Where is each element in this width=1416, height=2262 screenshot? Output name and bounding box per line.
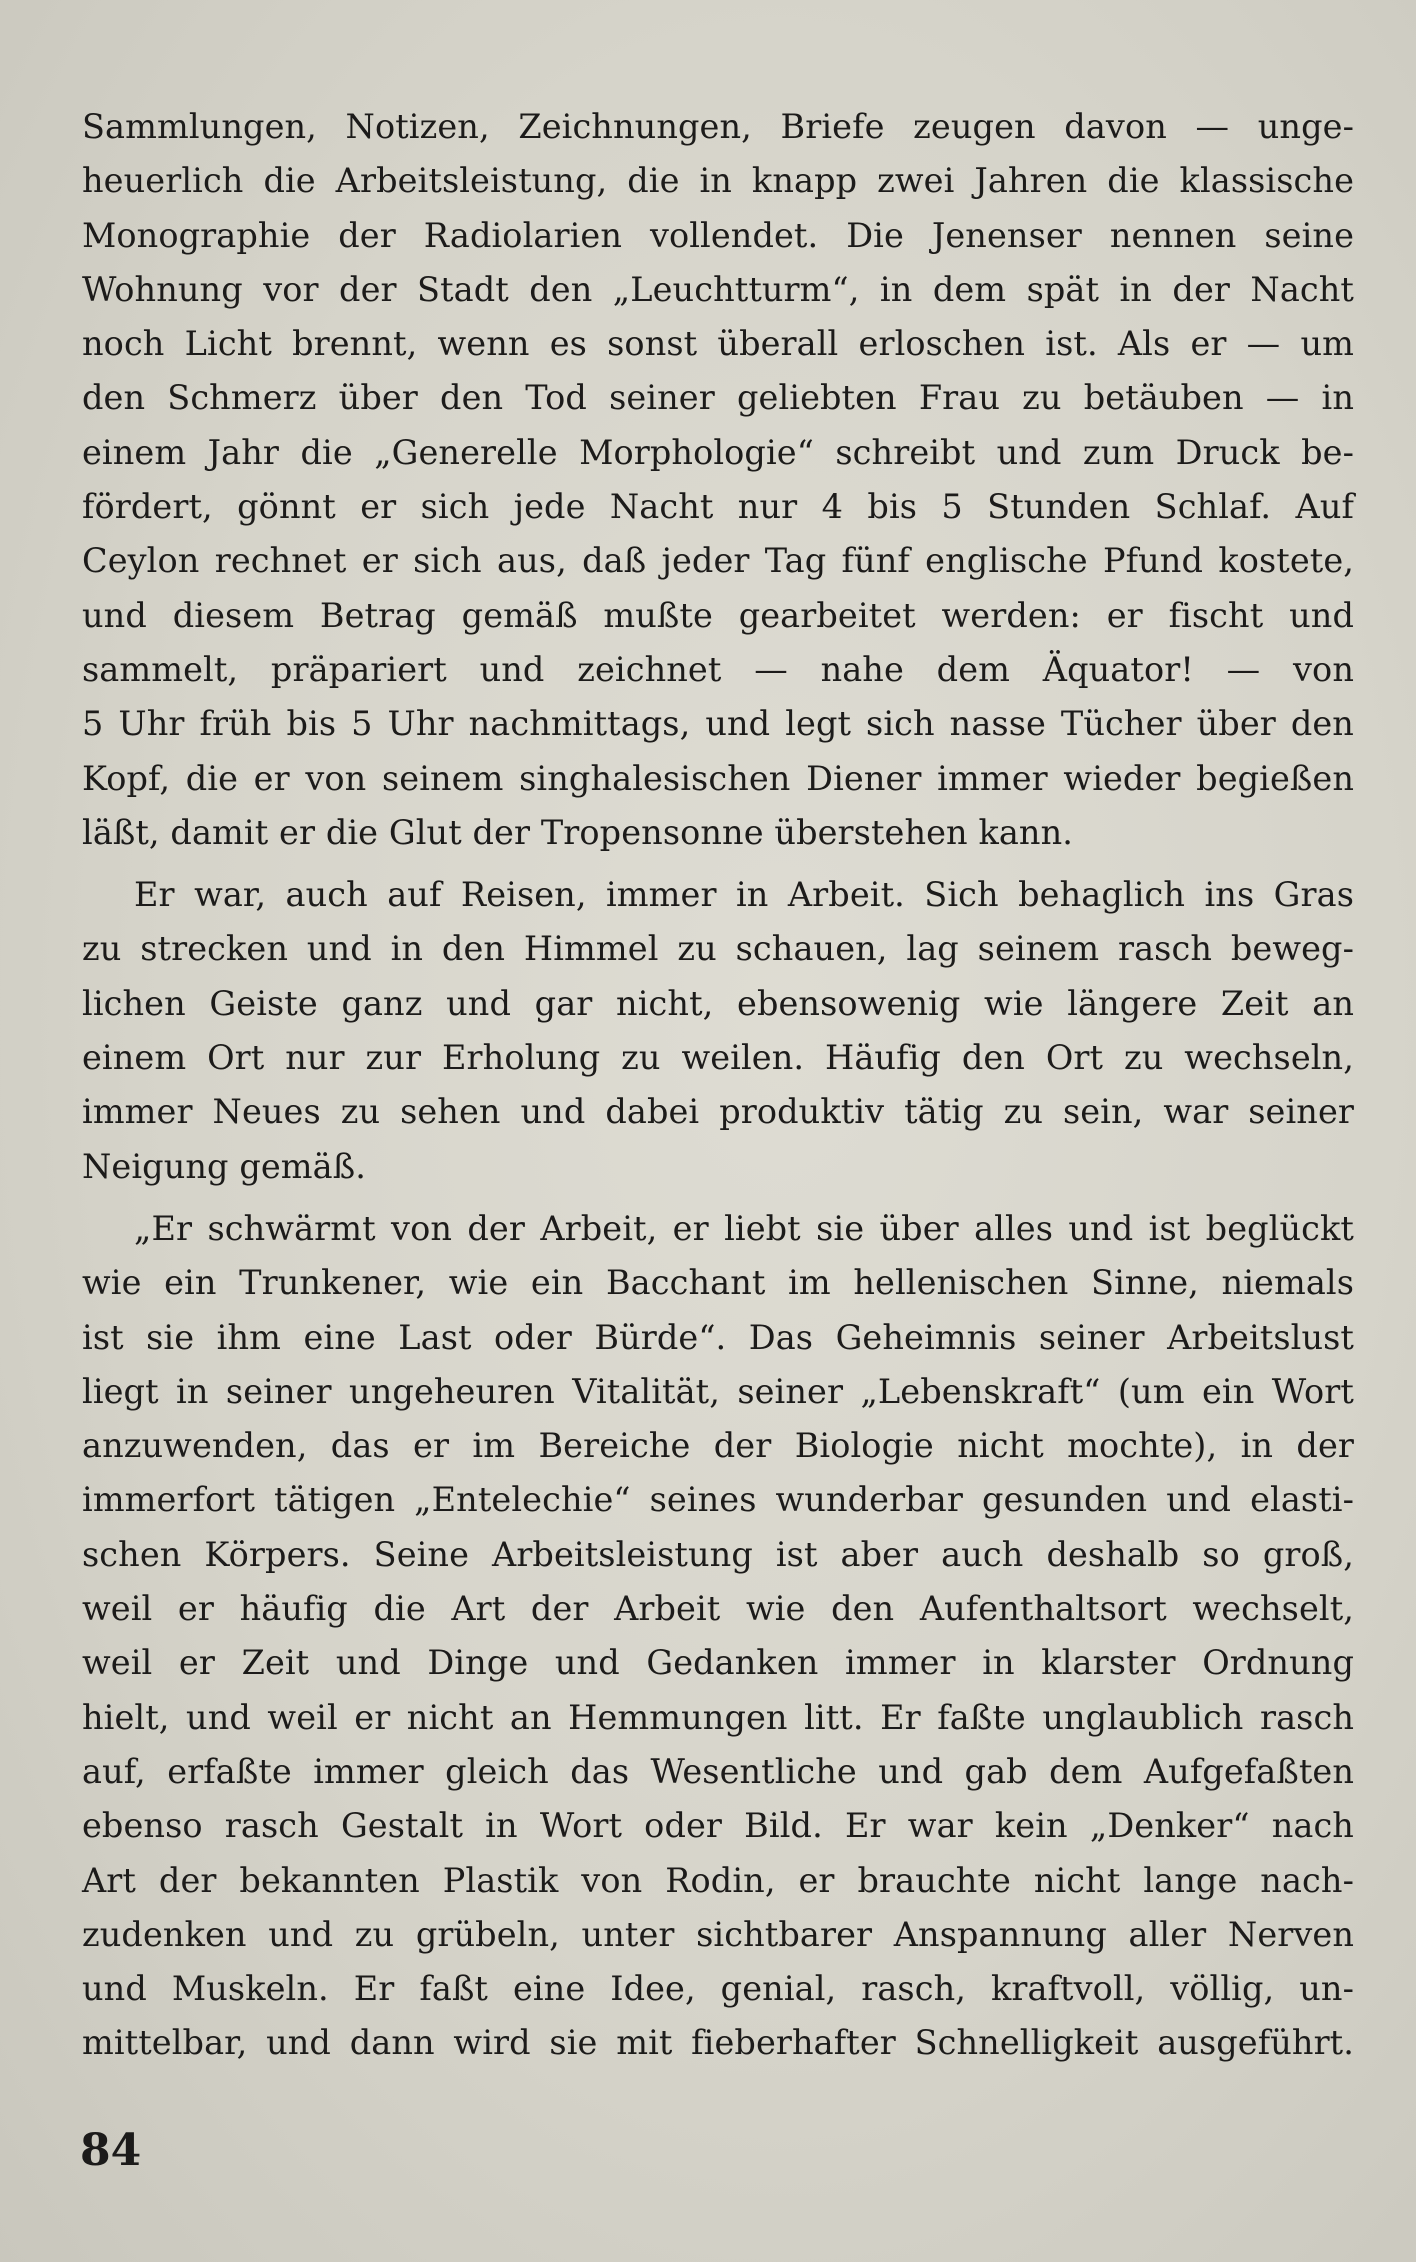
- text-line: Ceylon rechnet er sich aus, daß jeder Tag fünf englische Pfund kostete,: [82, 541, 1354, 581]
- page-number: 84: [80, 2125, 142, 2176]
- text-line: einem Ort nur zur Erholung zu weilen. Häufig den Ort zu wechseln,: [82, 1038, 1354, 1078]
- body-text: [82, 100, 1354, 2079]
- text-line: sammelt, präpariert und zeichnet — nahe dem Äquator! — von: [82, 649, 1354, 689]
- text-line: auf, erfaßte immer gleich das Wesentliche und gab dem Aufgefaßten: [82, 1751, 1354, 1791]
- text-line: Monographie der Radiolarien vollendet. Die Jenenser nennen seine: [82, 215, 1354, 255]
- text-line: weil er Zeit und Dinge und Gedanken immer in klarster Ordnung: [82, 1643, 1354, 1683]
- text-line: fördert, gönnt er sich jede Nacht nur 4 bis 5 Stunden Schlaf. Auf: [82, 487, 1354, 527]
- text-line: 5 Uhr früh bis 5 Uhr nachmittags, und legt sich nasse Tücher über den: [82, 704, 1354, 744]
- text-line: wie ein Trunkener, wie ein Bacchant im hellenischen Sinne, niemals: [82, 1263, 1354, 1303]
- text-line: ist sie ihm eine Last oder Bürde“. Das Geheimnis seiner Arbeitslust: [82, 1317, 1354, 1357]
- text-line: noch Licht brennt, wenn es sonst überall erloschen ist. Als er — um: [82, 324, 1354, 364]
- text-line: weil er häufig die Art der Arbeit wie den Aufenthaltsort wechselt,: [82, 1589, 1354, 1629]
- text-line: hielt, und weil er nicht an Hemmungen litt. Er faßte unglaublich rasch: [82, 1697, 1354, 1737]
- paragraph-2: [82, 868, 1354, 1194]
- text-line: Sammlungen, Notizen, Zeichnungen, Briefe zeugen davon — unge-: [82, 107, 1354, 146]
- text-line: den Schmerz über den Tod seiner geliebten Frau zu betäuben — in: [82, 378, 1354, 418]
- text-line: einem Jahr die „Generelle Morphologie“ schreibt und zum Druck be-: [82, 432, 1354, 472]
- text-line: anzuwenden, das er im Bereiche der Biologie nicht mochte), in der: [82, 1426, 1354, 1466]
- text-line: heuerlich die Arbeitsleistung, die in knapp zwei Jahren die klassische: [82, 161, 1354, 201]
- text-line: läßt, damit er die Glut der Tropensonne überstehen kann.: [82, 812, 1074, 852]
- text-line: und Muskeln. Er faßt eine Idee, genial, rasch, kraftvoll, völlig, un-: [82, 1969, 1354, 2009]
- text-line: Neigung gemäß.: [82, 1146, 366, 1186]
- text-line: liegt in seiner ungeheuren Vitalität, seiner „Lebenskraft“ (um ein Wort: [82, 1371, 1354, 1411]
- text-line: mittelbar, und dann wird sie mit fieberhafter Schnelligkeit ausgeführt.: [82, 2023, 1354, 2063]
- paragraph-3: [82, 1202, 1354, 2071]
- text-line: zudenken und zu grübeln, unter sichtbarer Anspannung aller Nerven: [82, 1914, 1354, 1954]
- paragraph-1: [82, 100, 1354, 860]
- text-line: immerfort tätigen „Entelechie“ seines wunderbar gesunden und elasti-: [82, 1480, 1354, 1520]
- text-line: Art der bekannten Plastik von Rodin, er brauchte nicht lange nach-: [82, 1860, 1354, 1900]
- text-line: immer Neues zu sehen und dabei produktiv tätig zu sein, war seiner: [82, 1092, 1354, 1132]
- text-line: Wohnung vor der Stadt den „Leuchtturm“, in dem spät in der Nacht: [82, 269, 1354, 309]
- text-line: „Er schwärmt von der Arbeit, er liebt sie über alles und ist beglückt: [134, 1208, 1354, 1248]
- text-line: ebenso rasch Gestalt in Wort oder Bild. Er war kein „Denker“ nach: [82, 1806, 1354, 1846]
- text-line: lichen Geiste ganz und gar nicht, ebensowenig wie längere Zeit an: [82, 983, 1354, 1023]
- text-line: zu strecken und in den Himmel zu schauen, lag seinem rasch beweg-: [82, 929, 1354, 969]
- text-line: schen Körpers. Seine Arbeitsleistung ist aber auch deshalb so groß,: [82, 1534, 1354, 1574]
- text-line: Er war, auch auf Reisen, immer in Arbeit. Sich behaglich ins Gras: [134, 875, 1354, 915]
- text-line: Kopf, die er von seinem singhalesischen Diener immer wieder begießen: [82, 758, 1354, 798]
- text-line: und diesem Betrag gemäß mußte gearbeitet werden: er fischt und: [82, 595, 1354, 635]
